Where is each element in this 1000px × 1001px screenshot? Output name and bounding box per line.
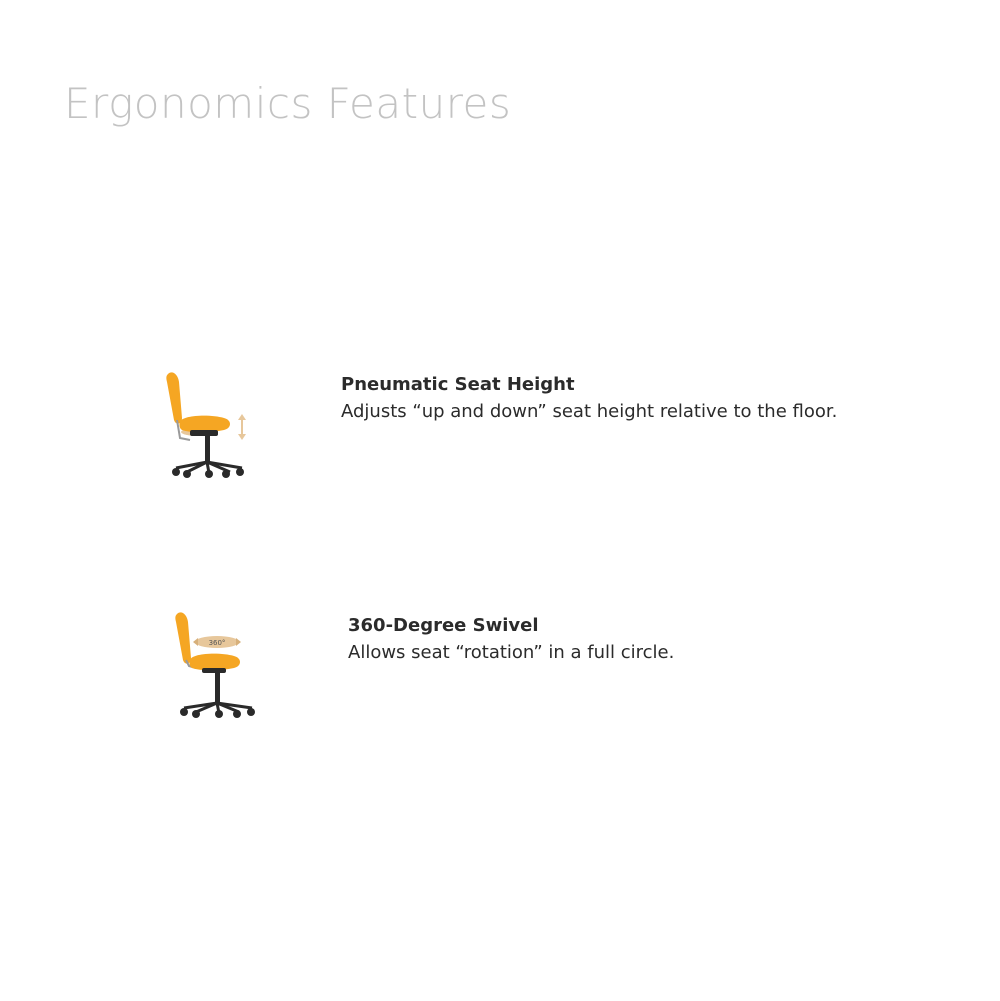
feature-swivel: [160, 600, 1000, 740]
feature-text: [348, 614, 674, 668]
feature-text: [341, 373, 837, 427]
chair-swivel-icon: [160, 600, 270, 725]
feature-title: Pneumatic Seat Height: [341, 374, 575, 395]
chair-height-adjust-icon: [150, 360, 260, 485]
feature-description: Adjusts “up and down” seat height relative to the floor.: [341, 401, 838, 422]
rotation-badge: 360°: [208, 639, 226, 647]
feature-description: Allows seat “rotation” in a full circle.: [348, 642, 675, 663]
feature-title: 360-Degree Swivel: [348, 615, 539, 636]
feature-seat-height: [150, 360, 1000, 500]
page-title: Ergonomics Features: [64, 79, 512, 128]
